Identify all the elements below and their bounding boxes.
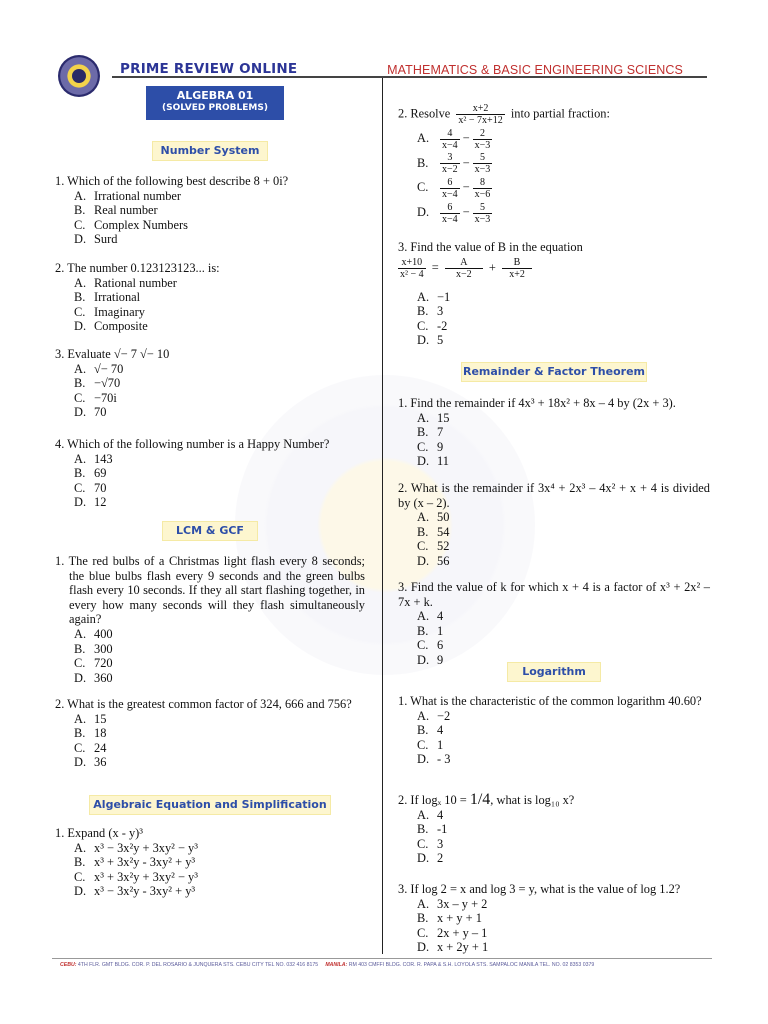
option: D. 11 [417, 454, 449, 469]
option: A. √− 70 [74, 361, 124, 376]
option: C. 720 [74, 656, 113, 671]
option: C. Complex Numbers [74, 217, 188, 232]
option: B. −√70 [74, 376, 121, 391]
question-r4 [398, 481, 710, 569]
option: B. x + y + 1 [417, 911, 482, 926]
page-footer [60, 962, 710, 968]
section-lcm-gcf: LCM & GCF [163, 522, 257, 540]
option: A. 50 [417, 510, 450, 525]
question-stem: 2. If logₓ 10 = 1/4, what is log₁₀ x? [398, 791, 575, 808]
option: A. 15 [74, 711, 107, 726]
section-number-system: Number System [153, 142, 267, 160]
footer-cebu-address: 4TH FLR. GMT BLDG. COR. P. DEL ROSARIO & JUNQUERA STS. CEBU CITY TEL NO. 032 416 8175 [77, 962, 319, 968]
option: B. $\frac{3}{x-2}$ − $\frac{5}{x-3}$ [417, 152, 491, 176]
question-r1 [398, 103, 708, 225]
option: B. 300 [74, 641, 113, 656]
question-l6 [55, 697, 367, 770]
question-r8 [398, 882, 710, 955]
option: B. 54 [417, 524, 450, 539]
option: A. x³ − 3x²y + 3xy² − y³ [74, 840, 198, 855]
option: D. 36 [74, 755, 107, 770]
question-stem: 1. Expand (x - y)³ [55, 826, 144, 840]
option: A. Rational number [74, 275, 177, 290]
option: A. 143 [74, 451, 113, 466]
option: C. Imaginary [74, 304, 145, 319]
subject-name: MATHEMATICS & BASIC ENGINEERING SCIENCS [387, 63, 683, 77]
option: B. 1 [417, 623, 444, 638]
option: A. 400 [74, 626, 113, 641]
option: C. 1 [417, 737, 444, 752]
question-stem: 2. Resolve $\frac{x+2}{\text{x² − 7x+12}}$ into partial fraction: [398, 103, 610, 126]
doc-title-line2: (SOLVED PROBLEMS) [162, 103, 268, 113]
option: C. 6 [417, 638, 444, 653]
option: D. x + 2y + 1 [417, 940, 489, 955]
question-stem: 3. If log 2 = x and log 3 = y, what is the value of log 1.2? [398, 882, 681, 896]
question-stem: 2. The number 0.123123123... is: [55, 261, 220, 275]
option: D. 12 [74, 495, 107, 510]
question-stem: 1. Which of the following best describe 8 + 0i? [55, 174, 289, 188]
institute-logo-icon [58, 55, 100, 97]
question-l2 [55, 261, 365, 334]
question-stem: 2. What is the greatest common factor of 324, 666 and 756? [55, 697, 352, 711]
option: A. 4 [417, 807, 444, 822]
option: D. Composite [74, 319, 148, 334]
column-divider [382, 78, 383, 954]
option: D. 9 [417, 652, 444, 667]
footer-rule [52, 958, 712, 959]
question-r5 [398, 580, 710, 668]
option: A. 4 [417, 609, 444, 624]
option: A. −1 [417, 289, 451, 304]
option: D. $\frac{6}{x-4}$ − $\frac{5}{x-3}$ [417, 201, 491, 225]
section-logarithm: Logarithm [508, 663, 600, 681]
option: C. 52 [417, 539, 450, 554]
section-remainder: Remainder & Factor Theorem [462, 363, 646, 381]
option: B. 7 [417, 425, 444, 440]
question-r7 [398, 793, 710, 866]
option: A. −2 [417, 708, 451, 723]
option: B. x³ + 3x²y - 3xy² + y³ [74, 855, 196, 870]
question-stem: 1. The red bulbs of a Christmas light flash every 8 seconds; the blue bulbs flash every 9 seconds and the green bulbs flash every 10 seconds. If they all start flashing together, in every how many seconds will they flash simultaneously again? [55, 554, 365, 627]
option: D. Surd [74, 232, 118, 247]
option: B. 4 [417, 723, 444, 738]
option: A. $\frac{4}{x-4}$ − $\frac{2}{x-3}$ [417, 127, 491, 151]
option: C. -2 [417, 318, 448, 333]
option: C. 9 [417, 439, 444, 454]
option: A. 15 [417, 410, 450, 425]
option: B. 69 [74, 466, 107, 481]
option: D. 360 [74, 670, 113, 685]
question-stem: 1. What is the characteristic of the common logarithm 40.60? [398, 694, 702, 708]
question-l7 [55, 826, 365, 899]
footer-manila-address: RM 403 CMFFI BLDG. COR. R. PAPA & S.H. LOYOLA STS. SAMPALOC MANILA TEL. NO. 02 8353 0379 [348, 962, 595, 968]
question-r6 [398, 694, 710, 767]
option: B. 18 [74, 726, 107, 741]
question-l5 [55, 554, 365, 685]
option: B. Irrational [74, 290, 141, 305]
option: C. 2x + y – 1 [417, 925, 488, 940]
option: C. −70i [74, 390, 117, 405]
option: B. Real number [74, 203, 158, 218]
footer-cebu-label: CEBU: [60, 962, 77, 968]
page-header [52, 55, 707, 83]
option: C. 3 [417, 836, 444, 851]
option: D. - 3 [417, 752, 451, 767]
equation: $\frac{x+10}{\text{x² − 4}}$ = $\frac{A}{x-2}$ + $\frac{B}{x+2}$ [395, 257, 708, 280]
option: D. 70 [74, 405, 107, 420]
option: C. 70 [74, 480, 107, 495]
option: D. 56 [417, 553, 450, 568]
option: B. -1 [417, 822, 448, 837]
option: A. 3x – y + 2 [417, 896, 488, 911]
option: C. x³ + 3x²y + 3xy² − y³ [74, 869, 198, 884]
question-stem: 3. Find the value of k for which x + 4 is a factor of x³ + 2x² – 7x + k. [398, 580, 710, 609]
question-l4 [55, 437, 370, 510]
question-r2 [398, 240, 708, 348]
option: D. 2 [417, 851, 444, 866]
option: B. 3 [417, 304, 444, 319]
section-algebraic: Algebraic Equation and Simplification [90, 796, 330, 814]
question-stem: 2. What is the remainder if 3x⁴ + 2x³ – 4x² + x + 4 is divided by (x – 2). [398, 481, 710, 510]
question-stem: 1. Find the remainder if 4x³ + 18x² + 8x – 4 by (2x + 3). [398, 396, 676, 410]
question-l3 [55, 347, 365, 420]
option: D. x³ − 3x²y - 3xy² + y³ [74, 884, 196, 899]
question-stem: 3. Find the value of B in the equation [398, 240, 583, 254]
question-r3 [398, 396, 710, 469]
question-l1 [55, 174, 365, 247]
question-stem: 3. Evaluate √− 7 √− 10 [55, 347, 170, 361]
option: C. 24 [74, 740, 107, 755]
option: A. Irrational number [74, 188, 182, 203]
header-rule [112, 76, 707, 78]
doc-title-line1: ALGEBRA 01 [176, 89, 254, 102]
option: D. 5 [417, 333, 444, 348]
option: C. $\frac{6}{x-4}$ − $\frac{8}{x-6}$ [417, 176, 491, 200]
org-name: PRIME REVIEW ONLINE [120, 61, 298, 77]
doc-title [146, 86, 284, 120]
footer-manila-label: MANILA: [325, 962, 348, 968]
question-stem: 4. Which of the following number is a Happy Number? [55, 437, 330, 451]
